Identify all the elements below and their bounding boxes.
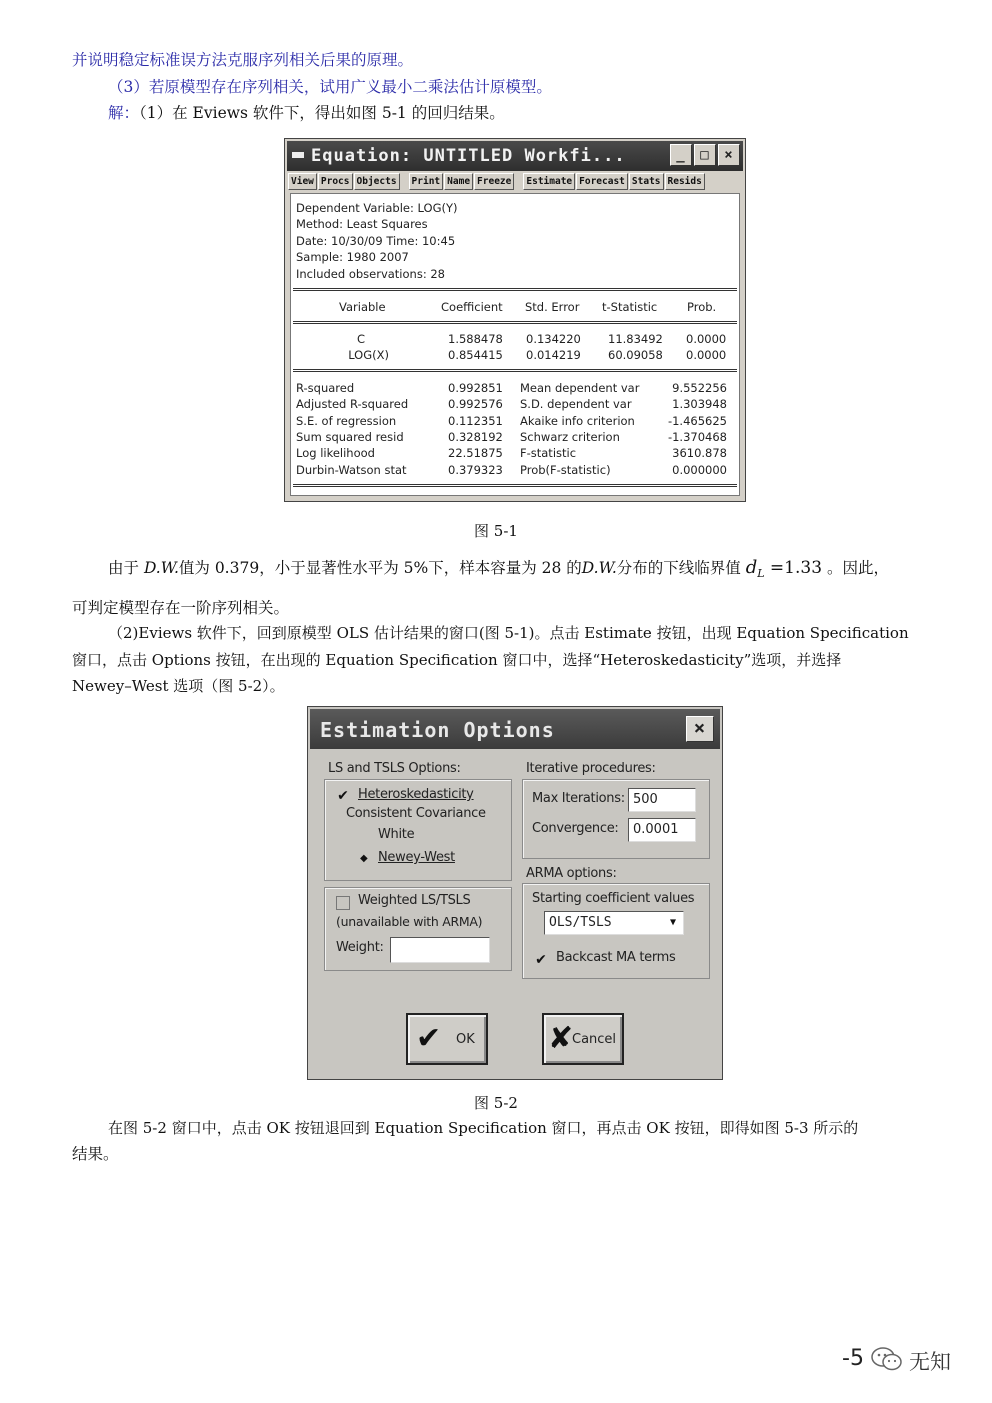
- table-bottom-rule: [293, 484, 737, 487]
- col-header-coefficient: Coefficient: [441, 300, 503, 314]
- starting-values-dropdown[interactable]: [544, 911, 684, 935]
- maximize-button[interactable]: □: [694, 144, 716, 166]
- stat-label-mean-dep: Mean dependent var: [520, 381, 640, 395]
- p4-formula-d: d: [745, 557, 758, 578]
- stat-label-se-regression: S.E. of regression: [296, 414, 397, 428]
- p4-formula-sub: L: [757, 567, 765, 581]
- chat-bubble-icon: [870, 1345, 904, 1373]
- heteroskedasticity-checkbox[interactable]: ✔: [337, 788, 349, 804]
- checkmark-icon: ✔: [416, 1021, 442, 1056]
- p4-dw-1: D.W.: [143, 559, 179, 577]
- table-row-logx-coef: 0.854415: [448, 348, 503, 362]
- arma-options-label: ARMA options:: [526, 866, 617, 881]
- paragraph-2: （3）若原模型存在序列相关，试用广义最小二乘法估计原模型。: [108, 78, 552, 96]
- stat-value-r-squared: 0.992851: [448, 381, 503, 395]
- output-info-sample: Sample: 1980 2007: [296, 250, 409, 264]
- estimation-options-titlebar[interactable]: [310, 709, 720, 749]
- weighted-unavailable-label: (unavailable with ARMA): [336, 914, 483, 929]
- equation-output: [290, 193, 740, 496]
- page-number: -5: [842, 1346, 864, 1371]
- table-row-c-prob: 0.0000: [686, 332, 727, 346]
- table-top-rule: [293, 288, 737, 291]
- col-header-prob: Prob.: [687, 300, 717, 314]
- table-row-logx-t: 60.09058: [608, 348, 663, 362]
- answer-label: 解：: [108, 104, 140, 122]
- stat-value-ssr: 0.328192: [448, 430, 503, 444]
- col-header-t-statistic: t-Statistic: [602, 300, 658, 314]
- table-row-logx-variable: LOG(X): [348, 348, 389, 362]
- stat-label-schwarz: Schwarz criterion: [520, 430, 620, 444]
- toolbar-objects-button[interactable]: Objects: [354, 173, 400, 190]
- stat-label-log-likelihood: Log likelihood: [296, 446, 375, 460]
- backcast-ma-checkbox[interactable]: ✔: [535, 952, 547, 968]
- stat-value-mean-dep: 9.552256: [672, 381, 727, 395]
- stat-value-se-regression: 0.112351: [448, 414, 503, 428]
- p4-text-c: 分布的下线临界值: [616, 559, 746, 577]
- system-menu-icon[interactable]: [292, 152, 304, 158]
- table-row-c-variable: C: [356, 332, 365, 346]
- p4-text-a: 由于: [108, 559, 144, 577]
- stat-value-adj-r-squared: 0.992576: [448, 397, 503, 411]
- iterative-procedures-label: Iterative procedures:: [526, 761, 656, 776]
- consistent-covariance-label: Consistent Covariance: [346, 806, 486, 821]
- newey-west-radio-label[interactable]: Newey-West: [378, 850, 455, 865]
- stat-value-prob-f: 0.000000: [672, 463, 727, 477]
- table-row-c-coef: 1.588478: [448, 332, 503, 346]
- toolbar-stats-button[interactable]: Stats: [629, 173, 664, 190]
- weighted-ls-checkbox[interactable]: [336, 896, 350, 910]
- cross-icon: ✘: [548, 1021, 574, 1056]
- output-info-observations: Included observations: 28: [296, 267, 445, 281]
- stat-value-akaike: -1.465625: [667, 414, 727, 428]
- p4-dw-2: D.W.: [581, 559, 617, 577]
- estimation-options-dialog: [307, 706, 723, 1080]
- answer-text: （1）在 Eviews 软件下，得出如图 5-1 的回归结果。: [139, 104, 505, 122]
- max-iterations-input[interactable]: 500: [628, 788, 696, 812]
- white-radio-label[interactable]: White: [378, 827, 415, 842]
- col-header-std-error: Std. Error: [525, 300, 580, 314]
- toolbar-resids-button[interactable]: Resids: [665, 173, 705, 190]
- paragraph-5: 可判定模型存在一阶序列相关。: [72, 599, 290, 617]
- toolbar-name-button[interactable]: Name: [444, 173, 473, 190]
- output-info-date: Date: 10/30/09 Time: 10:45: [296, 234, 456, 248]
- col-header-variable: Variable: [339, 300, 386, 314]
- weighted-ls-label: Weighted LS/TSLS: [358, 893, 471, 908]
- toolbar-estimate-button[interactable]: Estimate: [523, 173, 575, 190]
- convergence-input[interactable]: 0.0001: [628, 818, 696, 842]
- p4-text-b: 值为 0.379，小于显著性水平为 5%下，样本容量为 28 的: [178, 559, 582, 577]
- newey-west-radio[interactable]: ◆: [360, 853, 368, 864]
- paragraph-8: Newey–West 选项（图 5-2）。: [72, 677, 285, 695]
- equation-window-titlebar[interactable]: [287, 141, 743, 171]
- output-info-method: Method: Least Squares: [296, 217, 428, 231]
- table-row-logx-se: 0.014219: [526, 348, 581, 362]
- toolbar-procs-button[interactable]: Procs: [318, 173, 353, 190]
- stat-label-adj-r-squared: Adjusted R-squared: [296, 397, 409, 411]
- stat-value-f-statistic: 3610.878: [672, 446, 727, 460]
- paragraph-1: 并说明稳定标准误方法克服序列相关后果的原理。: [72, 51, 414, 69]
- figure-5-1-caption: 图 5-1: [474, 522, 518, 540]
- ok-button-label: OK: [456, 1032, 475, 1047]
- paragraph-4: [108, 557, 889, 585]
- p4-formula-value: =1.33: [764, 558, 823, 578]
- stat-label-f-statistic: F-statistic: [520, 446, 577, 460]
- stat-label-r-squared: R-squared: [296, 381, 355, 395]
- starting-values-label: Starting coefficient values: [532, 891, 695, 906]
- estimation-options-title: Estimation Options: [320, 718, 555, 742]
- stat-label-durbin-watson: Durbin-Watson stat: [296, 463, 407, 477]
- table-mid-rule: [293, 369, 737, 372]
- max-iterations-label: Max Iterations:: [532, 791, 625, 806]
- table-header-rule: [293, 321, 737, 324]
- stat-label-sd-dep: S.D. dependent var: [520, 397, 632, 411]
- convergence-label: Convergence:: [532, 821, 619, 836]
- heteroskedasticity-label[interactable]: Heteroskedasticity: [358, 787, 474, 802]
- starting-values-selected: OLS/TSLS: [549, 915, 612, 930]
- ok-button[interactable]: [406, 1013, 488, 1065]
- weight-input[interactable]: [390, 937, 490, 963]
- cancel-button[interactable]: [542, 1013, 624, 1065]
- p4-text-d: 。因此，: [822, 559, 889, 577]
- equation-toolbar: [288, 173, 742, 191]
- paragraph-10: 结果。: [72, 1145, 119, 1163]
- equation-window: [284, 138, 746, 502]
- stat-value-schwarz: -1.370468: [667, 430, 727, 444]
- figure-5-2-caption: 图 5-2: [474, 1094, 518, 1112]
- stat-label-prob-f: Prob(F-statistic): [520, 463, 611, 477]
- toolbar-view-button[interactable]: View: [288, 173, 317, 190]
- equation-window-title: Equation: UNTITLED Workfi...: [311, 146, 626, 166]
- paragraph-9: 在图 5-2 窗口中，点击 OK 按钮退回到 Equation Specification 窗口，再点击 OK 按钮，即得如图 5-3 所示的: [108, 1119, 859, 1137]
- table-row-logx-prob: 0.0000: [686, 348, 727, 362]
- cancel-button-label: Cancel: [572, 1032, 617, 1047]
- weight-label: Weight:: [336, 940, 384, 955]
- minimize-button[interactable]: _: [670, 144, 692, 166]
- watermark-text: 无知: [909, 1350, 951, 1374]
- paragraph-6: （2)Eviews 软件下，回到原模型 OLS 估计结果的窗口(图 5-1)。点击 Estimate 按钮，出现 Equation Specification: [108, 624, 909, 642]
- output-info-dependent: Dependent Variable: LOG(Y): [296, 201, 458, 215]
- table-row-c-t: 11.83492: [608, 332, 663, 346]
- chevron-down-icon[interactable]: ▼: [669, 917, 677, 928]
- backcast-ma-label: Backcast MA terms: [556, 950, 676, 965]
- paragraph-3: [108, 102, 505, 124]
- toolbar-forecast-button[interactable]: Forecast: [576, 173, 628, 190]
- close-button[interactable]: ×: [718, 144, 740, 166]
- ls-tsls-group-label: LS and TSLS Options:: [328, 761, 461, 776]
- paragraph-7: 窗口，点击 Options 按钮，在出现的 Equation Specification 窗口中，选择“Heteroskedasticity”选项，并选择: [72, 651, 842, 669]
- table-row-c-se: 0.134220: [526, 332, 581, 346]
- stat-value-durbin-watson: 0.379323: [448, 463, 503, 477]
- stat-label-akaike: Akaike info criterion: [520, 414, 635, 428]
- dialog-close-button[interactable]: ×: [686, 716, 714, 742]
- toolbar-freeze-button[interactable]: Freeze: [474, 173, 514, 190]
- stat-label-ssr: Sum squared resid: [296, 430, 404, 444]
- toolbar-print-button[interactable]: Print: [409, 173, 444, 190]
- stat-value-sd-dep: 1.303948: [672, 397, 727, 411]
- stat-value-log-likelihood: 22.51875: [448, 446, 503, 460]
